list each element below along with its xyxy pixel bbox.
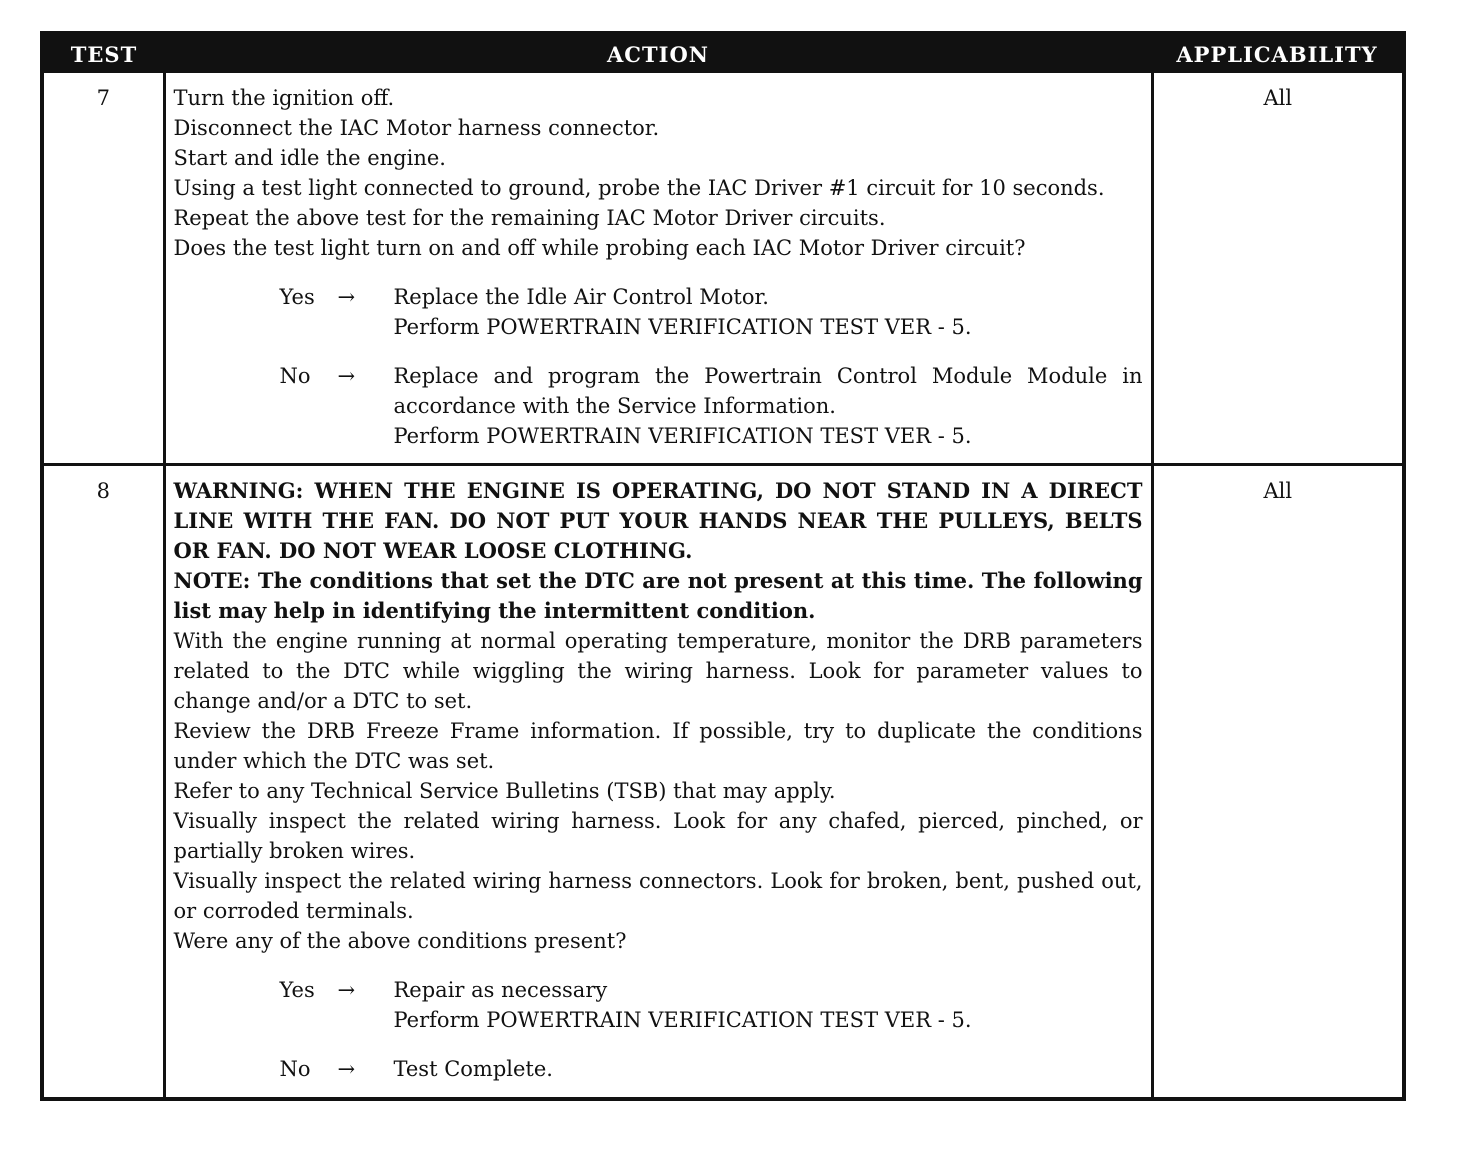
header-applicability: APPLICABILITY [1152,35,1402,73]
table-row [44,73,1402,464]
result-no-text [394,1054,1143,1084]
result-line: Replace and program the Powertrain Control Module Module in accordance with the Service Information. [393,364,1143,418]
action-step: Turn the ignition off. [173,86,395,110]
action-question: Does the test light turn on and off while probing each IAC Motor Driver circuit? [173,236,1026,260]
result-line: Replace the Idle Air Control Motor. [393,285,769,309]
result-no-text [394,361,1143,451]
result-yes [280,975,1143,1035]
action-paragraph: Refer to any Technical Service Bulletins (TSB) that may apply. [173,778,836,803]
result-yes-label: Yes [279,977,315,1002]
header-action: ACTION [164,35,1152,73]
result-line: Perform POWERTRAIN VERIFICATION TEST VER - 5. [393,424,972,448]
test-number: 8 [44,464,164,1097]
result-no-label: No [279,1056,311,1081]
result-yes-text [394,975,1143,1035]
result-line: Repair as necessary [393,977,608,1002]
action-paragraph: Visually inspect the related wiring harness. Look for any chafed, pierced, pinched, or partially broken wires. [173,808,1143,863]
action-step: Using a test light connected to ground, probe the IAC Driver #1 circuit for 10 seconds. [173,176,1105,200]
action-step: Disconnect the IAC Motor harness connector. [173,116,660,140]
applicability-value: All [1152,464,1402,1097]
result-no-label: No [279,364,311,388]
result-yes-label: Yes [279,285,315,309]
result-yes [280,282,1143,342]
action-cell [164,464,1152,1097]
diagnostic-test-table [40,31,1406,1101]
test-table [44,35,1402,1097]
action-paragraph: Review the DRB Freeze Frame information. If possible, try to duplicate the conditions under which the DTC was set. [173,718,1143,773]
action-paragraph: With the engine running at normal operating temperature, monitor the DRB parameters related to the DTC while wiggling the wiring harness. Look for parameter values to change and/or a DTC to set. [173,628,1143,713]
header-row [44,35,1402,73]
result-line: Perform POWERTRAIN VERIFICATION TEST VER - 5. [393,315,972,339]
result-no [280,1054,1143,1084]
right-arrow-icon: → [337,285,356,309]
note-text: NOTE: The conditions that set the DTC are not present at this time. The following list may help in identifying the intermittent condition. [173,567,1143,623]
action-step: Start and idle the engine. [173,146,446,170]
table-row [44,464,1402,1097]
test-number: 7 [44,73,164,464]
right-arrow-icon: → [337,364,356,388]
action-paragraph: Visually inspect the related wiring harness connectors. Look for broken, bent, pushed out, or corroded terminals. [173,868,1143,923]
action-step: Repeat the above test for the remaining IAC Motor Driver circuits. [173,206,886,230]
result-line: Perform POWERTRAIN VERIFICATION TEST VER - 5. [393,1007,972,1032]
action-question: Were any of the above conditions present? [173,928,627,953]
result-no [280,361,1143,451]
applicability-value: All [1152,73,1402,464]
right-arrow-icon: → [337,1056,356,1081]
header-test: TEST [44,35,164,73]
right-arrow-icon: → [337,977,356,1002]
action-cell [164,73,1152,464]
warning-text: WARNING: WHEN THE ENGINE IS OPERATING, DO NOT STAND IN A DIRECT LINE WITH THE FAN. DO NOT PUT YOUR HANDS NEAR THE PULLEYS, BELTS OR FAN. DO NOT WEAR LOOSE CLOTHING. [173,477,1143,563]
result-yes-text [394,282,1143,342]
result-line: Test Complete. [393,1056,553,1081]
